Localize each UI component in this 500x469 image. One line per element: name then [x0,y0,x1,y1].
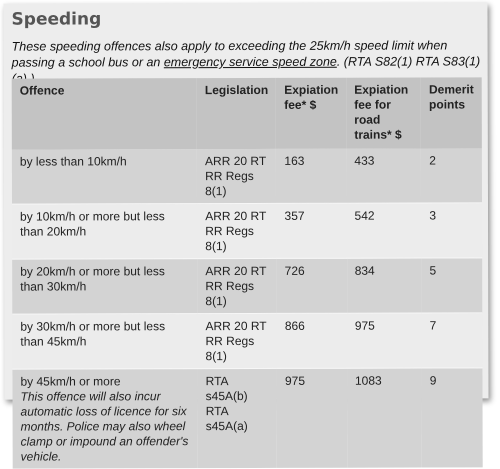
road-train-fee-cell: 975 [347,313,422,368]
points-cell: 7 [422,313,483,368]
points-cell: 3 [421,203,482,258]
road-train-fee-cell: 433 [346,149,421,204]
legislation-cell: ARR 20 RT RR Regs 8(1) [197,258,276,313]
fee-cell: 726 [277,258,347,313]
table-row [12,148,482,204]
offence-cell [12,369,197,469]
table-header-row [12,77,482,149]
header-expiation-fee: Expiation fee* $ [276,78,346,149]
emergency-service-speed-zone-link[interactable]: emergency service speed zone [163,54,337,70]
legislation-cell: ARR 20 RT RR Regs 8(1) [197,313,276,368]
intro-text: These speeding offences also apply to exceeding the 25km/h speed limit when passing a school bus or an [11,38,448,70]
offence-cell: by less than 10km/h [12,149,197,204]
offence-cell: by 10km/h or more but less than 20km/h [12,204,197,259]
fee-cell: 975 [277,368,347,468]
table-row [12,313,482,369]
legislation-cell: RTA s45A(b) RTA s45A(a) [198,368,278,468]
table-row [12,258,482,314]
legislation-cell: ARR 20 RT RR Regs 8(1) [197,149,276,204]
header-offence: Offence [12,78,197,149]
road-train-fee-cell: 1083 [347,368,422,468]
fee-cell: 866 [277,313,347,368]
table-row [12,368,482,469]
points-cell: 2 [421,148,482,203]
road-train-fee-cell: 542 [347,203,422,258]
speeding-offences-table [12,77,483,468]
fee-cell: 163 [276,149,346,204]
points-cell: 9 [422,368,483,468]
offence-note: This offence will also incur automatic loss of licence for six months. Police may also wheel clamp or impound an offender's vehicle. [20,389,189,464]
header-legislation: Legislation [197,78,277,149]
speeding-section [3,2,488,464]
fee-cell: 357 [276,203,346,258]
legislation-cell: ARR 20 RT RR Regs 8(1) [197,203,276,258]
offence-cell: by 20km/h or more but less than 30km/h [12,259,197,314]
offence-cell: by 30km/h or more but less than 45km/h [12,314,197,369]
road-train-fee-cell: 834 [347,258,422,313]
header-road-trains-fee: Expiation fee for road trains* $ [346,78,421,149]
offence-text: by 45km/h or more [20,374,121,389]
header-demerit-points: Demerit points [421,77,482,148]
intro-citation: . (RTA S82(1) RTA S83(1)(a) [336,54,481,69]
section-title: Speeding [11,9,102,30]
table-row [12,203,482,259]
points-cell: 5 [421,258,482,313]
